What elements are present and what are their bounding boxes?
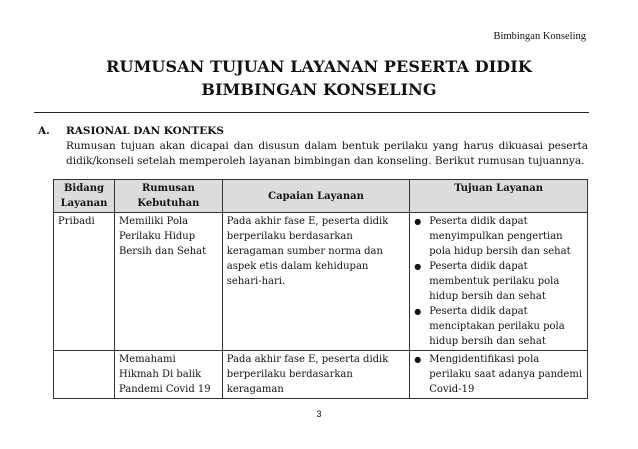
title-line-2: BIMBINGAN KONSELING	[201, 80, 437, 99]
page-title	[0, 55, 638, 101]
running-header: Bimbingan Konseling	[493, 31, 586, 42]
cell-bidang: Pribadi	[54, 213, 115, 351]
header-capaian: Capaian Layanan	[222, 180, 409, 213]
cell-rumusan: Memiliki Pola Perilaku Hidup Bersih dan Sehat	[114, 213, 222, 351]
section-heading	[38, 125, 224, 137]
list-item: ● Peserta didik dapat membentuk perilaku pola hidup bersih dan sehat	[414, 259, 583, 304]
page-number: 3	[316, 409, 322, 419]
cell-rumusan: Memahami Hikmah Di balik Pandemi Covid 19	[114, 351, 222, 399]
header-rumusan: Rumusan Kebutuhan	[114, 180, 222, 213]
tujuan-list	[414, 352, 583, 397]
list-item: ● Peserta didik dapat menciptakan perilaku pola hidup bersih dan sehat	[414, 304, 583, 349]
list-item: ● Peserta didik dapat menyimpulkan pengertian pola hidup bersih dan sehat	[414, 214, 583, 259]
section-heading-text: RASIONAL DAN KONTEKS	[66, 125, 224, 137]
cell-bidang	[54, 351, 115, 399]
cell-capaian: Pada akhir fase E, peserta didik berperilaku berdasarkan keragaman sumber norma dan aspek etis dalam kehidupan sehari-hari.	[222, 213, 409, 351]
list-item: ● Mengidentifikasi pola perilaku saat adanya pandemi Covid-19	[414, 352, 583, 397]
section-number: A.	[38, 125, 50, 137]
goals-table	[53, 179, 588, 399]
title-line-1: RUMUSAN TUJUAN LAYANAN PESERTA DIDIK	[106, 57, 532, 76]
table-row	[54, 351, 588, 399]
table-row	[54, 213, 588, 351]
title-divider	[34, 112, 589, 113]
table-header-row	[54, 180, 588, 213]
cell-tujuan	[410, 351, 588, 399]
header-bidang: Bidang Layanan	[54, 180, 115, 213]
header-tujuan: Tujuan Layanan	[410, 180, 588, 213]
tujuan-list	[414, 214, 583, 349]
cell-tujuan	[410, 213, 588, 351]
section-paragraph: Rumusan tujuan akan dicapai dan disusun dalam bentuk perilaku yang harus dikuasai peserta didik/konseli setelah memperoleh layanan bimbingan dan konseling. Berikut rumusan tujuannya.	[66, 140, 588, 167]
cell-capaian: Pada akhir fase E, peserta didik berperilaku berdasarkan keragaman	[222, 351, 409, 399]
